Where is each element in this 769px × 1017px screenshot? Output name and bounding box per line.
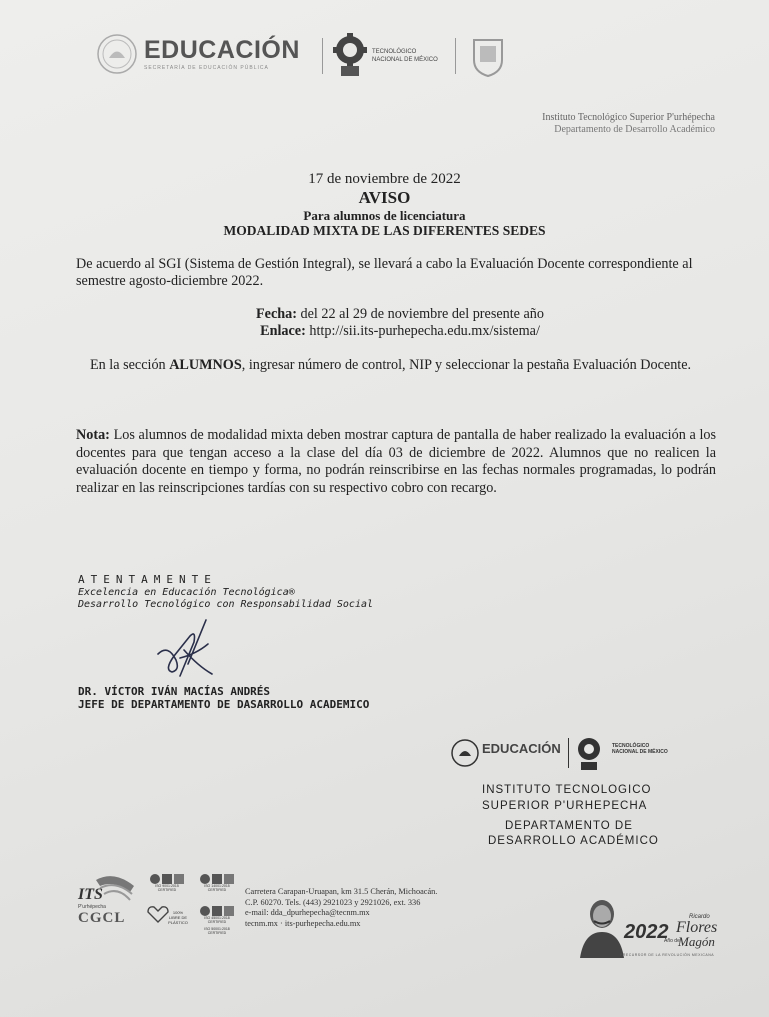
- stamp-educacion-text: EDUCACIÓN: [482, 741, 561, 756]
- educacion-logo-text: EDUCACIÓN: [144, 36, 300, 64]
- ricardo-label: Ricardo: [689, 914, 710, 920]
- notice-audience: Para alumnos de licenciatura: [303, 208, 466, 223]
- signer-title: JEFE DE DEPARTAMENTO DE DASARROLLO ACADEMICO: [78, 698, 370, 711]
- seccion-instructions: En la sección ALUMNOS, ingresar número de control, NIP y seleccionar la pestaña Evaluación Docente.: [90, 357, 692, 373]
- stamp-tecnm-text: TECNOLÓGICO NACIONAL DE MÉXICO: [612, 743, 668, 755]
- handwritten-signature: [150, 614, 220, 684]
- stamp-line-1: INSTITUTO TECNOLOGICO: [482, 784, 652, 796]
- nota-label: Nota:: [76, 427, 110, 443]
- notice-date: 17 de noviembre de 2022: [308, 171, 461, 187]
- address-line-1: Carretera Carapan-Uruapan, km 31.5 Cherán, Michoacán.: [245, 887, 438, 896]
- cert-badge-1: ISO 9001:2015 CERTIFIED: [146, 874, 188, 896]
- fecha-label: Fecha:: [256, 306, 297, 322]
- fecha-line: [0, 306, 769, 323]
- ano-de-label: Año de: [664, 938, 680, 944]
- precursor-label: PRECURSOR DE LA REVOLUCIÓN MEXICANA: [620, 953, 715, 957]
- closing-atentamente: ATENTAMENTE: [78, 573, 217, 586]
- nota-paragraph: [76, 427, 716, 497]
- footer-address: [245, 887, 437, 929]
- address-line-4: tecnm.mx · its-purhepecha.edu.mx: [245, 918, 361, 928]
- motto-line-1: Excelencia en Educación Tecnológica®: [78, 587, 295, 598]
- notice-paragraph-sgi: De acuerdo al SGI (Sistema de Gestión Integral), se llevará a cabo la Evaluación Docente correspondiente al semestre agosto-diciembre 2022.: [76, 256, 693, 289]
- notice-title: AVISO: [358, 188, 411, 207]
- cert-badge-3: ISO 45001:2018 CERTIFIED: [196, 906, 238, 928]
- tecnm-logo: [332, 32, 368, 78]
- enlace-label: Enlace:: [260, 323, 306, 339]
- its-logo: [76, 872, 138, 930]
- nota-text: Los alumnos de modalidad mixta deben mostrar captura de pantalla de haber realizado la evaluación a los docentes para que tengan acceso a la clase del día 03 de diciembre de 2022. Alumnos que no realicen la evaluación docente en tiempo y forma, no podrán reinscribirse en las fechas normales programadas, lo podrán realizar en las reinscripciones tardías con su respectivo cobro con recargo.: [76, 427, 716, 496]
- stamp-divider: [568, 738, 569, 768]
- educacion-logo-subtext: SECRETARÍA DE EDUCACIÓN PÚBLICA: [144, 65, 269, 71]
- institute-name: Instituto Tecnológico Superior P'urhépecha: [542, 112, 715, 123]
- tecnm-logo-text: TECNOLÓGICO NACIONAL DE MÉXICO: [372, 49, 438, 63]
- notice-modality: MODALIDAD MIXTA DE LAS DIFERENTES SEDES: [223, 223, 546, 238]
- its-logo-subtext: P'urhépecha: [78, 904, 106, 910]
- stamp-line-4: DESARROLLO ACADÉMICO: [488, 835, 659, 847]
- cert-badge-4: ISO 50001:2018 CERTIFIED: [204, 927, 230, 935]
- address-line-2: C.P. 60270. Tels. (443) 2921023 y 2921026, ext. 336: [245, 897, 421, 907]
- flores-label: Flores: [676, 919, 718, 936]
- stamp-line-3: DEPARTAMENTO DE: [505, 820, 633, 832]
- fecha-value: del 22 al 29 de noviembre del presente año: [296, 306, 544, 322]
- enlace-url[interactable]: http://sii.its-purhepecha.edu.mx/sistema/: [305, 323, 540, 339]
- header-divider-2: [455, 38, 456, 74]
- seccion-alumnos: ALUMNOS: [169, 357, 242, 373]
- cert-badge-2: ISO 14001:2015 CERTIFIED: [196, 874, 238, 896]
- motto-line-2: Desarrollo Tecnológico con Responsabilidad Social: [78, 599, 374, 610]
- department-name: Departamento de Desarrollo Académico: [554, 124, 715, 135]
- sep-seal-logo: [96, 33, 138, 75]
- year-2022: 2022: [624, 921, 669, 943]
- stamp-tecnm-icon: [574, 734, 604, 772]
- stamp-line-2: SUPERIOR P'URHEPECHA: [482, 800, 648, 812]
- michoacan-shield-logo: [470, 36, 506, 78]
- header-divider: [322, 38, 323, 74]
- signer-name: DR. VÍCTOR IVÁN MACÍAS ANDRÉS: [78, 685, 271, 698]
- libre-plastico-badge: 100% LIBRE DE PLÁSTICO: [146, 906, 188, 930]
- flores-magon-portrait: [578, 896, 626, 958]
- its-logo-text: ITS: [78, 886, 103, 903]
- magon-label: Magón: [678, 934, 715, 949]
- enlace-line: [0, 323, 769, 340]
- cgcl-logo-text: CGCL: [78, 910, 126, 926]
- stamp-sep-seal-icon: [450, 738, 480, 768]
- address-line-3: e-mail: dda_dpurhepecha@tecnm.mx: [245, 908, 370, 917]
